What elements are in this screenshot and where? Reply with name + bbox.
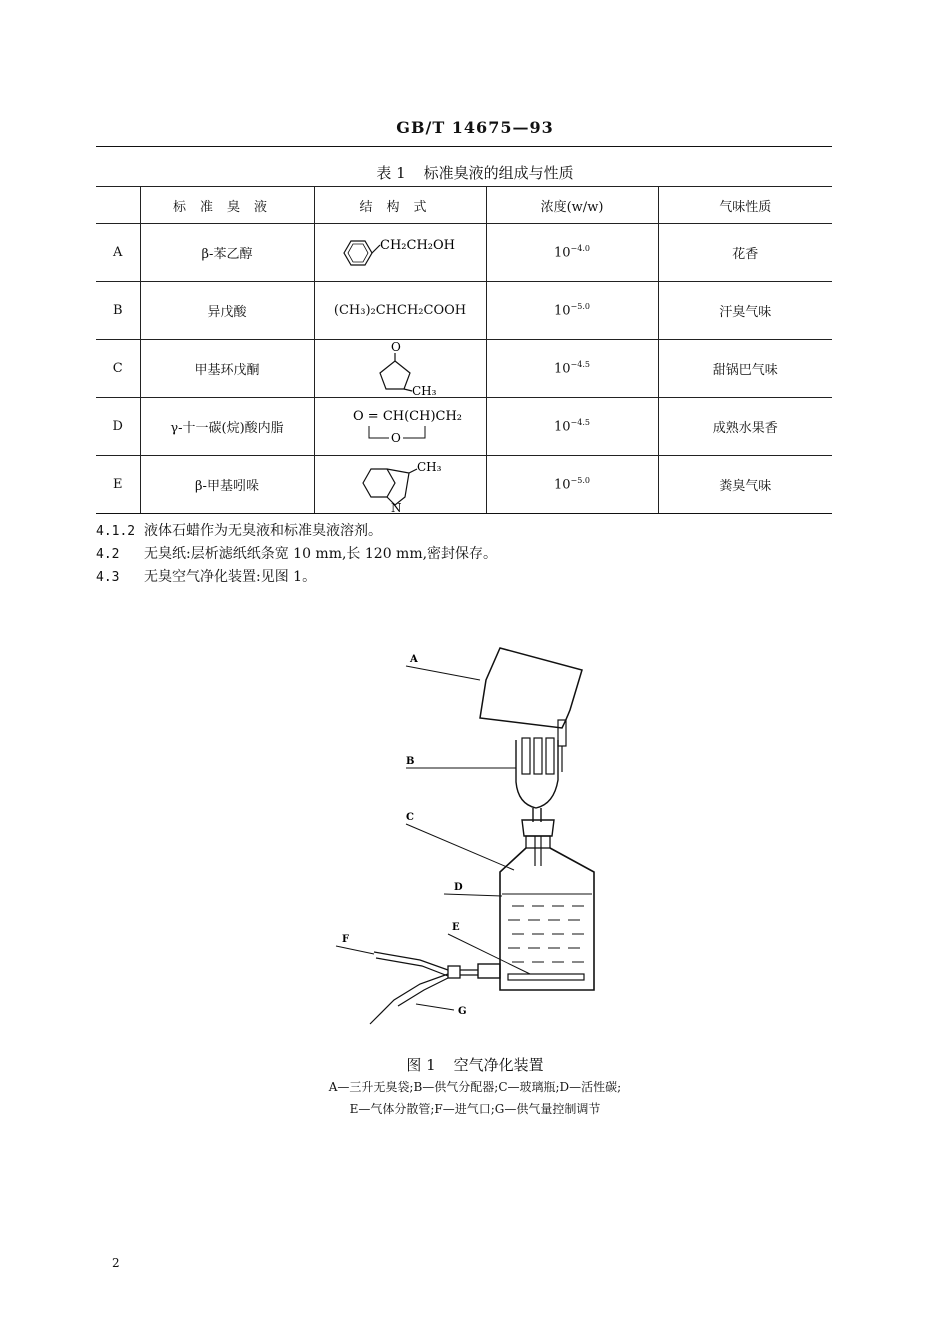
row-odor: 甜锅巴气味 [658,340,832,398]
table-row [96,340,832,398]
paragraph [96,566,497,589]
methylcyclopentanone-structure [330,341,470,397]
label-f: F [342,934,350,945]
column-header-name: 标准臭液 [140,187,314,224]
table-title-text: 标准臭液的组成与性质 [423,164,574,182]
leader-line-a [406,666,480,680]
label-b: B [406,756,415,767]
odorless-bag [480,648,582,728]
distributor-prong [534,738,542,774]
leader-line-d [444,894,502,896]
ring-bracket-right [403,426,425,438]
label-c: C [406,812,414,823]
table-header-row [96,187,832,224]
table-number: 表 1 [376,164,406,182]
methyl-bond [409,469,417,473]
methyl-bond [404,389,412,391]
row-id: B [96,282,140,340]
row-odor: 花香 [658,224,832,282]
figure-caption-text: 空气净化装置 [453,1056,544,1074]
clause-text: 无臭空气净化装置:见图 1。 [144,569,317,585]
row-id: E [96,456,140,514]
column-header-concentration: 浓度(w/w) [486,187,658,224]
air-inlet-hose [374,952,448,970]
activated-carbon [508,906,584,962]
table-row [96,456,832,514]
figure-number: 图 1 [406,1056,436,1074]
label-g: G [458,1006,467,1017]
clause-number: 4.3 [96,570,120,585]
figure-legend-line-2: E—气体分散管;F—进气口;G—供气量控制调节 [349,1102,601,1116]
structure-cell [314,456,486,514]
label-a: A [410,654,418,665]
bond-line [372,245,380,253]
label-d: D [454,882,463,893]
paragraph [96,543,497,566]
lactone-formula: O = CH(CH)CH₂ [353,408,463,424]
leader-line-c [406,824,514,870]
row-name: 甲基环戊酮 [140,340,314,398]
row-name: 异戊酸 [140,282,314,340]
nitrogen-label: N [391,500,402,513]
distributor-prong [522,738,530,774]
methyl-label: CH₃ [417,459,442,474]
table-row [96,398,832,456]
row-concentration: $10^{-4.0}$ [486,224,658,282]
clause-text: 无臭纸:层析滤纸纸条宽 10 mm,长 120 mm,密封保存。 [144,546,498,562]
row-concentration: $10^{-4.5}$ [486,340,658,398]
figure-caption [0,1054,950,1075]
inlet-connector [478,964,500,978]
body-paragraphs [96,520,497,589]
benzene-ring [363,469,395,497]
oxygen-label: O [391,340,401,354]
row-odor: 成熟水果香 [658,398,832,456]
paragraph [96,520,497,543]
dispersion-tube [508,974,584,980]
row-name: β-苯乙醇 [140,224,314,282]
table-row [96,282,832,340]
air-purifier-diagram [330,640,630,1040]
row-name: γ-十一碳(烷)酸内脂 [140,398,314,456]
structure-cell [314,224,486,282]
flow-control-branch [398,978,448,1006]
ring-oxygen-label: O [391,430,401,445]
row-concentration: $10^{-4.5}$ [486,398,658,456]
distributor-prong [546,738,554,774]
ring-bracket [369,426,389,438]
page-number: 2 [112,1256,120,1270]
lactone-structure [325,402,475,452]
row-odor: 汗臭气味 [658,282,832,340]
standard-code: GB/T 14675—93 [396,118,554,137]
figure-legend-line-1: A—三升无臭袋;B—供气分配器;C—玻璃瓶;D—活性碳; [328,1080,622,1094]
odor-table [96,186,832,514]
glass-bottle [500,848,594,990]
methyl-label: CH₃ [412,383,437,397]
cyclopentane-ring [380,361,410,389]
row-id: A [96,224,140,282]
benzene-inner-ring [348,244,368,262]
clause-text: 液体石蜡作为无臭液和标准臭液溶剂。 [144,523,382,539]
row-concentration: $10^{-5.0}$ [486,282,658,340]
row-odor: 粪臭气味 [658,456,832,514]
column-header-structure: 结构式 [314,187,486,224]
row-id: C [96,340,140,398]
header-rule [96,146,832,147]
bottle-stopper [522,820,554,836]
column-header-odor: 气味性质 [658,187,832,224]
structure-cell [314,398,486,456]
structure-cell [314,340,486,398]
row-name: β-甲基吲哚 [140,456,314,514]
skatole-structure [325,457,475,513]
row-concentration: $10^{-5.0}$ [486,456,658,514]
bottle-neck [526,836,550,848]
table-row [96,224,832,282]
inlet-fitting [448,966,460,978]
row-id: D [96,398,140,456]
clause-number: 4.2 [96,547,120,562]
substituent-label: CH₂CH₂OH [380,237,455,253]
air-inlet-hose [376,958,448,976]
structure-cell: (CH₃)₂CHCH₂COOH [314,282,486,340]
clause-number: 4.1.2 [96,524,136,539]
leader-line-f [336,946,374,954]
leader-line-g [416,1004,454,1010]
phenylethanol-structure [330,231,470,275]
column-header-id [96,187,140,224]
table-title [0,162,950,183]
label-e: E [452,922,460,933]
